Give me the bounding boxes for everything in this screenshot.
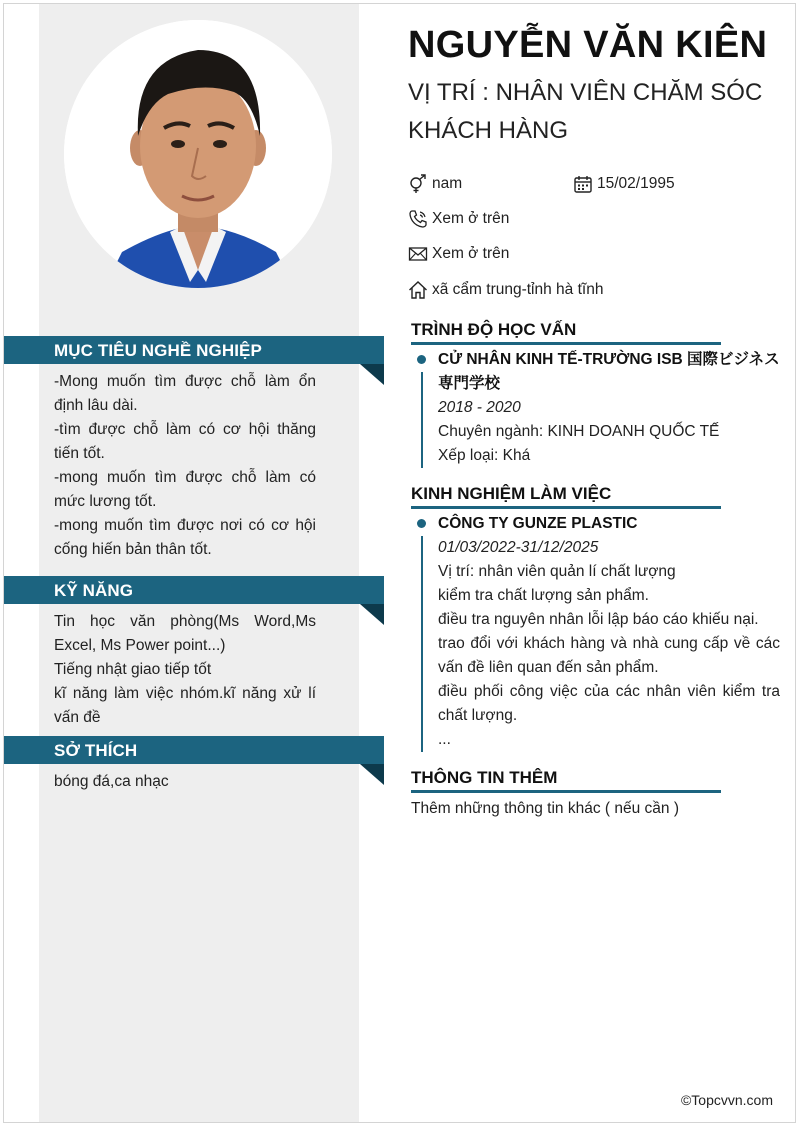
hobbies-ribbon-fold (360, 764, 384, 785)
experience-period: 01/03/2022-31/12/2025 (438, 539, 599, 556)
footer-brand: ©Topcvvn.com (680, 1092, 773, 1108)
experience-line: Vị trí: nhân viên quản lí chất lượng (438, 563, 676, 580)
education-timeline-line (421, 372, 423, 468)
additional-title: THÔNG TIN THÊM (411, 768, 721, 793)
experience-line: kiểm tra chất lượng sản phẩm. (438, 587, 649, 604)
hobbies-line: bóng đá,ca nhạc (54, 773, 169, 790)
phone-value: Xem ở trên (432, 210, 510, 227)
education-period: 2018 - 2020 (438, 399, 521, 416)
experience-line: điều tra nguyên nhân lỗi lập báo cáo khiếu nại. (438, 611, 759, 628)
skills-text (54, 610, 316, 730)
email-value: Xem ở trên (432, 245, 510, 262)
hobbies-text (54, 770, 316, 794)
gender-value: nam (432, 175, 463, 192)
experience-bullet (417, 519, 426, 528)
position-title: VỊ TRÍ : NHÂN VIÊN CHĂM SÓC KHÁCH HÀNG (408, 79, 763, 144)
home-icon (408, 280, 428, 300)
education-bullet (417, 355, 426, 364)
objective-line: -mong muốn tìm được nơi có cơ hội cống hiến bản thân tốt. (54, 517, 316, 558)
experience-line: ... (438, 731, 451, 748)
gender-icon (408, 174, 428, 194)
objective-title: MỤC TIÊU NGHỀ NGHIỆP (54, 341, 262, 360)
address-value: xã cẩm trung-tỉnh hà tĩnh (432, 281, 604, 298)
experience-entry (438, 512, 780, 752)
hobbies-title: SỞ THÍCH (54, 741, 138, 760)
experience-company: CÔNG TY GUNZE PLASTIC (438, 515, 638, 532)
skills-header (4, 576, 384, 604)
cv-page (3, 3, 796, 1123)
skills-line: Tin học văn phòng(Ms Word,Ms Excel, Ms Power point...) (54, 613, 316, 654)
education-entry (438, 348, 780, 468)
skills-line: kĩ năng làm việc nhóm.kĩ năng xử lí vấn đề (54, 685, 316, 726)
skills-title: KỸ NĂNG (54, 581, 134, 600)
candidate-name: NGUYỄN VĂN KIÊN (408, 24, 768, 66)
calendar-icon (573, 174, 593, 194)
experience-timeline-line (421, 536, 423, 752)
experience-title: KINH NGHIỆM LÀM VIỆC (411, 484, 721, 509)
objective-ribbon-fold (360, 364, 384, 385)
mail-icon (408, 244, 428, 264)
experience-line: điều phối công việc của các nhân viên kiểm tra chất lượng. (438, 683, 780, 724)
education-school: CỬ NHÂN KINH TẾ-TRƯỜNG ISB 国際ビジネス専門学校 (438, 351, 780, 392)
skills-ribbon-fold (360, 604, 384, 625)
experience-line: trao đổi với khách hàng và nhà cung cấp về các vấn đề liên quan đến sản phẩm. (438, 635, 780, 676)
education-title: TRÌNH ĐỘ HỌC VẤN (411, 320, 721, 345)
education-rank: Xếp loại: Khá (438, 447, 531, 464)
objective-line: -mong muốn tìm được chỗ làm có mức lương tốt. (54, 469, 316, 510)
objective-line: -Mong muốn tìm được chỗ làm ổn định lâu dài. (54, 373, 316, 414)
objective-line: -tìm được chỗ làm có cơ hội thăng tiến tốt. (54, 421, 316, 462)
education-major: Chuyên ngành: KINH DOANH QUỐC TẾ (438, 423, 720, 440)
avatar (64, 20, 332, 288)
skills-line: Tiếng nhật giao tiếp tốt (54, 661, 212, 678)
hobbies-header (4, 736, 384, 764)
objective-text (54, 370, 316, 562)
objective-header (4, 336, 384, 364)
phone-icon (408, 209, 428, 229)
additional-text: Thêm những thông tin khác ( nếu cần ) (411, 800, 680, 817)
birthday-value: 15/02/1995 (597, 175, 675, 192)
